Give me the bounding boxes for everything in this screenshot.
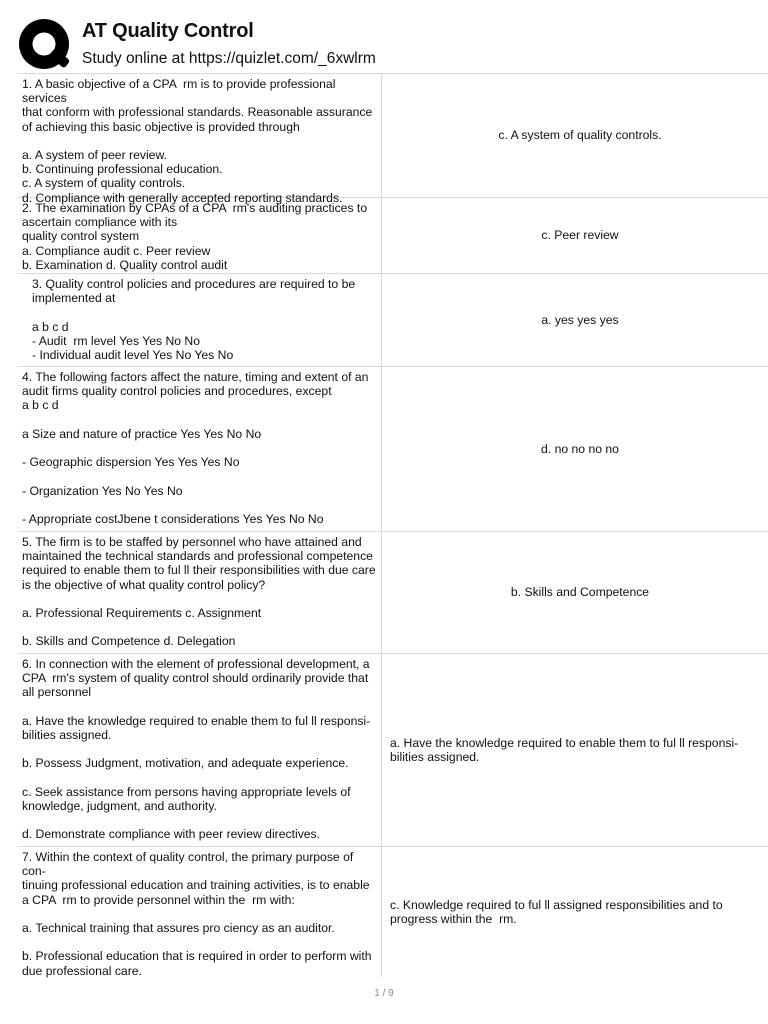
table-row	[18, 653, 768, 846]
answer-cell	[382, 274, 768, 366]
table-row	[18, 366, 768, 531]
answer-text: c. Knowledge required to ful ll assigned responsibilities and to progress within the rm.	[390, 897, 723, 926]
question-cell: 7. Within the context of quality control, the primary purpose of con- tinuing professional education and training activities, is to enable a CPA rm to provide personnel within the rm with: a. Technical training that assures pro ciency as an auditor. b. Professional education that is required in order to perform with due professional care.	[18, 847, 382, 977]
answer-text: b. Skills and Competence	[510, 585, 650, 600]
table-row	[18, 846, 768, 977]
answer-text: c. Peer review	[541, 228, 619, 243]
question-cell: 6. In connection with the element of professional development, a CPA rm's system of quality control should ordinarily provide that all personnel a. Have the knowledge required to enable them to ful ll responsi- bilities assigned. b. Possess Judgment, motivation, and adequate experience. c. Seek assistance from persons having appropriate levels of knowledge, judgment, and authority. d. Demonstrate compliance with peer review directives.	[18, 654, 382, 846]
page-number: 1 / 9	[374, 988, 394, 999]
question-cell: 2. The examination by CPAs of a CPA rm's auditing practices to ascertain compliance with its quality control system a. Compliance audit c. Peer review b. Examination d. Quality control audit	[18, 198, 382, 273]
answer-cell	[382, 198, 768, 273]
question-cell: 4. The following factors affect the nature, timing and extent of an audit firms quality control policies and procedures, except a b c d a Size and nature of practice Yes Yes No No - Geographic dispersion Yes Yes Yes No - Organization Yes No Yes No - Appropriate costJbene t considerations Yes Yes No No	[18, 367, 382, 531]
answer-cell	[382, 532, 768, 653]
answer-text: d. no no no no	[541, 441, 619, 456]
table-row	[18, 197, 768, 273]
question-cell: 1. A basic objective of a CPA rm is to provide professional services that conform with professional standards. Reasonable assurance of achieving this basic objective is provided through a. A system of peer review. b. Continuing professional education. c. A system of quality controls. d. Compliance with generally accepted reporting standards.	[18, 74, 382, 197]
question-cell: 5. The firm is to be staffed by personnel who have attained and maintained the technical standards and professional competence required to enable them to ful ll their responsibilities with due care is the objective of what quality control policy? a. Professional Requirements c. Assignment b. Skills and Competence d. Delegation	[18, 532, 382, 653]
quizlet-logo-icon	[18, 18, 72, 72]
answer-text: a. Have the knowledge required to enable them to ful ll responsi- bilities assigned.	[390, 735, 739, 764]
flashcard-table	[18, 73, 768, 977]
header	[18, 16, 758, 72]
answer-cell	[382, 847, 768, 977]
answer-text: a. yes yes yes	[541, 312, 619, 327]
question-cell: 3. Quality control policies and procedures are required to be implemented at a b c d - Audit rm level Yes Yes No No - Individual audit level Yes No Yes No	[18, 274, 382, 366]
table-row	[18, 531, 768, 653]
table-row	[18, 273, 768, 366]
table-row	[18, 73, 768, 205]
study-link-text: Study online at https://quizlet.com/_6xwlrm	[82, 50, 376, 67]
answer-cell	[382, 74, 768, 197]
page-title: AT Quality Control	[82, 20, 254, 42]
answer-cell	[382, 654, 768, 846]
answer-cell	[382, 367, 768, 531]
answer-text: c. A system of quality controls.	[498, 128, 662, 143]
